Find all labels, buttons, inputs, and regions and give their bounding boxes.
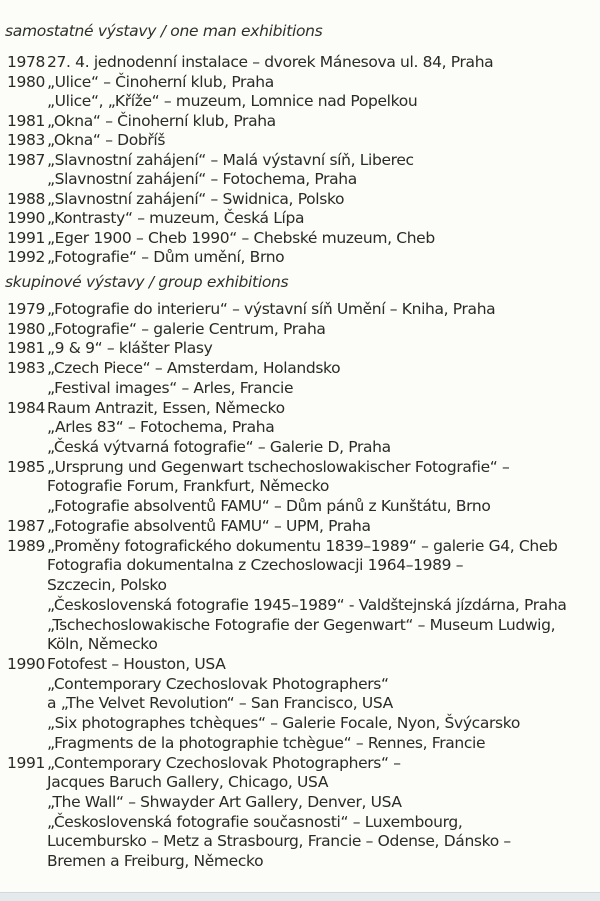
exhibition-description: „Fragments de la photographie tchègue“ – Rennes, Francie: [47, 733, 486, 752]
exhibition-row: [7, 694, 597, 714]
exhibition-row: [7, 399, 597, 419]
exhibition-row: [7, 675, 597, 695]
exhibition-year: 1990: [7, 654, 46, 673]
exhibition-description: „Fotografie“ – Dům umění, Brno: [47, 248, 285, 266]
exhibition-row: [7, 497, 597, 517]
exhibition-row: [7, 418, 597, 438]
exhibition-year: 1983: [7, 359, 46, 378]
exhibition-year: 1979: [7, 300, 46, 318]
exhibition-year: [7, 379, 47, 399]
exhibition-year: 1987: [7, 516, 46, 535]
exhibition-year: 1984: [7, 398, 46, 417]
exhibition-description: „Československá fotografie současnosti“ – Luxembourg,: [47, 812, 463, 831]
exhibition-year: [7, 596, 47, 616]
exhibition-row: [7, 813, 597, 833]
exhibition-year: [7, 694, 47, 714]
exhibition-year: [7, 714, 47, 734]
exhibition-row: [7, 773, 597, 793]
exhibition-description: „Fotografie absolventů FAMU“ – Dům pánů z Kunštátu, Brno: [47, 497, 491, 516]
exhibition-year: 1989: [7, 536, 46, 555]
exhibition-row: [7, 379, 597, 399]
exhibition-year: [7, 793, 47, 813]
exhibition-year: [7, 418, 47, 438]
exhibition-year: 1983: [7, 131, 46, 149]
exhibition-row: [7, 73, 597, 93]
exhibition-year: 1985: [7, 457, 46, 476]
exhibition-year: 1992: [7, 248, 46, 266]
exhibition-year: [7, 556, 47, 576]
exhibition-description: a „The Velvet Revolution“ – San Francisco, USA: [47, 694, 393, 713]
exhibition-year: 1981: [7, 339, 46, 358]
exhibition-row: [7, 754, 597, 774]
exhibition-description: „Slavnostní zahájení“ – Swidnica, Polsko: [47, 189, 345, 208]
exhibition-row: [7, 229, 597, 249]
exhibition-row: [7, 458, 597, 478]
exhibition-year: 1988: [7, 189, 46, 208]
exhibition-row: [7, 53, 597, 73]
exhibition-year: 1991: [7, 228, 46, 247]
exhibition-description: „Fotografie“ – galerie Centrum, Praha: [47, 319, 326, 338]
exhibition-description: Köln, Německo: [47, 635, 158, 654]
exhibition-description: „Slavnostní zahájení“ – Fotochema, Praha: [47, 170, 357, 188]
solo-exhibitions-heading: samostatné výstavy / one man exhibitions: [5, 22, 323, 40]
exhibition-description: Lucembursko – Metz a Strasbourg, Francie – Odense, Dánsko –: [47, 832, 511, 851]
exhibition-description: „9 & 9“ – klášter Plasy: [47, 339, 213, 358]
exhibition-row: [7, 190, 597, 210]
exhibition-description: „Československá fotografie 1945–1989“ - Valdštejnská jízdárna, Praha: [47, 595, 567, 614]
exhibition-description: „Ulice“ – Činoherní klub, Praha: [47, 72, 274, 91]
exhibition-row: [7, 596, 597, 616]
exhibition-row: [7, 517, 597, 537]
exhibition-description: Szczecin, Polsko: [47, 576, 167, 595]
exhibition-row: [7, 131, 597, 151]
exhibition-description: „Ursprung und Gegenwart tschechoslowakischer Fotografie“ –: [47, 457, 510, 476]
exhibition-year: 1980: [7, 319, 46, 338]
exhibition-row: [7, 209, 597, 229]
exhibition-description: Fotografie Forum, Frankfurt, Německo: [47, 477, 329, 496]
exhibition-year: 1991: [7, 753, 46, 772]
exhibition-description: „Okna“ – Činoherní klub, Praha: [47, 111, 276, 130]
exhibition-row: [7, 477, 597, 497]
exhibition-description: „The Wall“ – Shwayder Art Gallery, Denver, USA: [47, 792, 402, 811]
group-exhibitions-heading: skupinové výstavy / group exhibitions: [5, 273, 289, 291]
exhibition-year: [7, 635, 47, 655]
exhibition-row: [7, 248, 597, 268]
exhibition-year: [7, 832, 47, 852]
exhibition-description: „Tschechoslowakische Fotografie der Gegenwart“ – Museum Ludwig,: [47, 615, 556, 634]
exhibition-year: 1987: [7, 150, 46, 169]
exhibition-description: „Ulice“, „Kříže“ – muzeum, Lomnice nad Popelkou: [47, 92, 418, 110]
exhibition-description: „Contemporary Czechoslovak Photographers“: [47, 674, 389, 693]
exhibition-row: [7, 655, 597, 675]
exhibition-year: [7, 813, 47, 833]
exhibition-description: „Six photographes tchèques“ – Galerie Focale, Nyon, Švýcarsko: [47, 714, 520, 733]
exhibition-row: [7, 537, 597, 557]
exhibition-year: 1978: [7, 53, 46, 71]
exhibition-year: [7, 438, 47, 458]
exhibition-description: Fotografia dokumentalna z Czechoslowacji 1964–1989 –: [47, 556, 464, 575]
exhibition-year: [7, 773, 47, 793]
exhibition-row: [7, 793, 597, 813]
exhibition-description: „Slavnostní zahájení“ – Malá výstavní síň, Liberec: [47, 150, 414, 169]
exhibition-description: 27. 4. jednodenní instalace – dvorek Mánesova ul. 84, Praha: [47, 53, 494, 71]
exhibition-year: [7, 852, 47, 872]
exhibition-year: [7, 576, 47, 596]
exhibition-description: „Czech Piece“ – Amsterdam, Holandsko: [47, 359, 341, 378]
exhibition-year: [7, 734, 47, 754]
exhibition-row: [7, 635, 597, 655]
exhibition-year: [7, 92, 47, 112]
exhibition-row: [7, 112, 597, 132]
exhibition-description: „Fotografie do interieru“ – výstavní síň Umění – Kniha, Praha: [47, 300, 496, 318]
exhibition-year: 1980: [7, 72, 46, 91]
exhibition-year: [7, 616, 47, 636]
exhibition-row: [7, 92, 597, 112]
exhibition-description: „Contemporary Czechoslovak Photographers“ –: [47, 753, 401, 772]
exhibition-description: „Festival images“ – Arles, Francie: [47, 378, 294, 397]
exhibition-row: [7, 734, 597, 754]
exhibition-row: [7, 359, 597, 379]
exhibition-year: [7, 170, 47, 190]
exhibition-description: „Kontrasty“ – muzeum, Česká Lípa: [47, 209, 305, 227]
exhibition-year: [7, 497, 47, 517]
exhibition-row: [7, 170, 597, 190]
exhibition-row: [7, 339, 597, 359]
exhibition-row: [7, 151, 597, 171]
exhibition-year: [7, 675, 47, 695]
exhibition-description: „Eger 1900 – Cheb 1990“ – Chebské muzeum, Cheb: [47, 228, 435, 247]
exhibition-description: „Česká výtvarná fotografie“ – Galerie D, Praha: [47, 438, 391, 457]
exhibition-year: 1981: [7, 111, 46, 130]
exhibition-description: „Proměny fotografického dokumentu 1839–1989“ – galerie G4, Cheb: [47, 536, 558, 555]
exhibition-row: [7, 616, 597, 636]
group-exhibitions-list: [7, 300, 597, 872]
exhibition-row: [7, 556, 597, 576]
exhibition-description: Bremen a Freiburg, Německo: [47, 852, 264, 871]
exhibition-year: [7, 477, 47, 497]
solo-exhibitions-list: [7, 53, 597, 268]
exhibition-year: 1990: [7, 209, 46, 227]
exhibition-description: „Okna“ – Dobříš: [47, 131, 166, 149]
exhibition-row: [7, 438, 597, 458]
exhibition-row: [7, 576, 597, 596]
exhibition-row: [7, 714, 597, 734]
exhibition-description: Fotofest – Houston, USA: [47, 654, 226, 673]
exhibition-description: Jacques Baruch Gallery, Chicago, USA: [47, 773, 329, 792]
exhibition-row: [7, 320, 597, 340]
exhibition-row: [7, 832, 597, 852]
exhibition-row: [7, 300, 597, 320]
exhibition-description: „Fotografie absolventů FAMU“ – UPM, Praha: [47, 516, 371, 535]
exhibition-description: Raum Antrazit, Essen, Německo: [47, 398, 285, 417]
exhibition-row: [7, 852, 597, 872]
exhibition-description: „Arles 83“ – Fotochema, Praha: [47, 418, 275, 437]
